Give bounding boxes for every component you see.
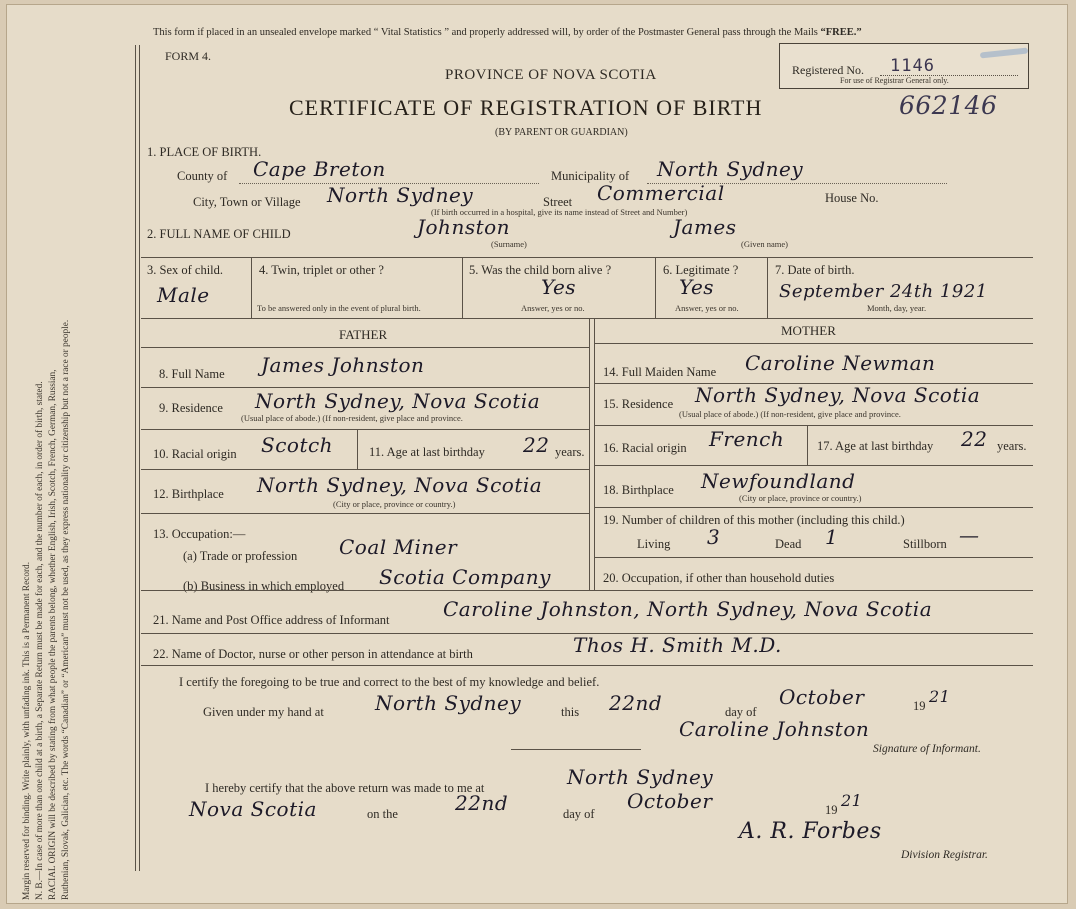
informant-value: Caroline Johnston, North Sydney, Nova Scotia	[443, 597, 933, 621]
certify-line: I certify the foregoing to be true and correct to the best of my knowledge and belief.	[179, 675, 600, 689]
form-number: FORM 4.	[165, 49, 212, 63]
registered-label: Registered No.	[792, 63, 864, 77]
city-value: North Sydney	[327, 183, 474, 207]
father-age-unit: years.	[555, 445, 585, 459]
mother-name-value: Caroline Newman	[745, 351, 936, 375]
father-age-value: 22	[523, 433, 550, 457]
hospital-note: (If birth occurred in a hospital, give its name instead of Street and Number)	[431, 207, 688, 217]
father-name-value: James Johnston	[261, 353, 425, 377]
mother-age-label: 17. Age at last birthday	[817, 439, 934, 453]
margin-note-line-4: Ruthenian, Slovak, Galician, etc. The words “Canadian” or “American” must not be used, as they express nationality or citizenship but not a race or people.	[61, 319, 71, 900]
mother-rule-4	[594, 507, 1033, 508]
certify-place-value: North Sydney	[375, 691, 522, 715]
mother-birthplace-value: Newfoundland	[701, 469, 856, 493]
mother-residence-value: North Sydney, Nova Scotia	[695, 383, 981, 407]
mother-residence-label: 15. Residence	[603, 397, 674, 411]
given-label: Given under my hand at	[203, 705, 324, 719]
registered-number: 1146	[890, 56, 935, 76]
father-rule-2	[141, 429, 589, 430]
father-business-label: (b) Business in which employed	[183, 579, 345, 593]
registrar-day-value: 22nd	[455, 791, 509, 815]
mother-row-divider	[807, 425, 808, 465]
province-heading: PROVINCE OF NOVA SCOTIA	[445, 67, 657, 83]
house-label: House No.	[825, 191, 879, 205]
row3-divider-4	[767, 257, 768, 318]
legitimate-value: Yes	[679, 275, 715, 299]
street-label: Street	[543, 195, 573, 209]
municipality-label: Municipality of	[551, 169, 630, 183]
father-name-label: 8. Full Name	[159, 367, 225, 381]
certify-this-label: this	[561, 705, 580, 719]
sex-value: Male	[157, 283, 210, 307]
child-given-value: James	[673, 215, 737, 239]
doctor-label: 22. Name of Doctor, nurse or other person in attendance at birth	[153, 647, 473, 661]
mail-notice: This form if placed in an unsealed envelope marked “ Vital Statistics ” and properly addressed will, by order of the Postmaster General pass through the Mails “FREE.”	[153, 27, 862, 38]
mother-occupation-label: 20. Occupation, if other than household duties	[603, 571, 835, 585]
municipality-value: North Sydney	[657, 157, 804, 181]
registrar-province-value: Nova Scotia	[189, 797, 317, 821]
mother-name-label: 14. Full Maiden Name	[603, 365, 717, 379]
mother-rule-5	[594, 557, 1033, 558]
separator-rule	[511, 749, 641, 750]
ink-mark	[980, 48, 1028, 59]
row3-divider-3	[655, 257, 656, 318]
father-residence-note: (Usual place of abode.) (If non-resident, give place and province.	[241, 413, 463, 423]
registrar-year-prefix: 19	[825, 803, 838, 817]
county-value: Cape Breton	[253, 157, 386, 181]
father-row-divider	[357, 429, 358, 469]
father-birthplace-value: North Sydney, Nova Scotia	[257, 473, 543, 497]
mother-racial-label: 16. Racial origin	[603, 441, 687, 455]
legitimate-note: Answer, yes or no.	[675, 303, 739, 313]
margin-notes	[21, 15, 73, 900]
doctor-bottom-rule	[141, 665, 1033, 666]
dead-value: 1	[825, 525, 839, 549]
row3-divider-1	[251, 257, 252, 318]
informant-signature: Caroline Johnston	[679, 717, 870, 741]
mother-rule-3	[594, 465, 1033, 466]
surname-note: (Surname)	[491, 239, 527, 249]
mother-residence-note: (Usual place of abode.) (If non-resident, give place and province.	[679, 409, 901, 419]
certify-year-value: 21	[929, 687, 951, 706]
alive-label: 5. Was the child born alive ?	[469, 263, 612, 277]
birth-certificate	[6, 4, 1068, 904]
stillborn-value: —	[959, 523, 980, 547]
given-note: (Given name)	[741, 239, 788, 249]
mother-age-unit: years.	[997, 439, 1027, 453]
parents-divider	[589, 318, 590, 590]
street-value: Commercial	[597, 181, 725, 205]
margin-note-line-1: Margin reserved for binding. Write plainly, with unfading ink. This is a Permanent Record.	[22, 561, 32, 900]
father-trade-label: (a) Trade or profession	[183, 549, 298, 563]
father-rule-3	[141, 469, 589, 470]
registrar-signature-caption: Division Registrar.	[901, 849, 988, 861]
child-surname-value: Johnston	[417, 215, 511, 239]
registered-box	[779, 43, 1029, 89]
place-of-birth-label: 1. PLACE OF BIRTH.	[147, 145, 262, 159]
city-label: City, Town or Village	[193, 195, 301, 209]
mother-racial-value: French	[709, 427, 785, 451]
registrar-line: I hereby certify that the above return was made to me at	[205, 781, 485, 795]
doctor-value: Thos H. Smith M.D.	[573, 633, 782, 657]
father-birthplace-label: 12. Birthplace	[153, 487, 224, 501]
living-value: 3	[707, 525, 721, 549]
margin-note-line-3: RACIAL ORIGIN will be described by stating from what people the parents belong, whether English, Irish, Scotch, French, German, Russian,	[48, 369, 58, 900]
sex-label: 3. Sex of child.	[147, 263, 224, 277]
margin-rule-inner	[139, 45, 140, 871]
legitimate-label: 6. Legitimate ?	[663, 263, 739, 277]
certify-day-of-label: day of	[725, 705, 757, 719]
margin-rule	[135, 45, 136, 871]
father-residence-label: 9. Residence	[159, 401, 223, 415]
father-heading: FATHER	[339, 327, 388, 342]
stillborn-label: Stillborn	[903, 537, 947, 551]
living-label: Living	[637, 537, 671, 551]
page-subtitle: (BY PARENT OR GUARDIAN)	[495, 127, 628, 138]
mother-heading: MOTHER	[781, 323, 836, 338]
margin-note-line-2: N. B.—In case of more than one child at a birth, a Separate Return must be made for each, and the number of each, in order of birth, stated.	[35, 381, 45, 900]
dead-label: Dead	[775, 537, 802, 551]
mother-age-value: 22	[961, 427, 988, 451]
father-trade-value: Coal Miner	[339, 535, 458, 559]
child-name-label: 2. FULL NAME OF CHILD	[147, 227, 291, 241]
twin-label: 4. Twin, triplet or other ?	[259, 263, 384, 277]
page-title: CERTIFICATE OF REGISTRATION OF BIRTH	[289, 95, 763, 120]
father-racial-label: 10. Racial origin	[153, 447, 237, 461]
father-business-value: Scotia Company	[379, 565, 551, 589]
father-heading-rule	[141, 347, 589, 348]
father-occupation-label: 13. Occupation:—	[153, 527, 246, 541]
parents-divider-inner	[594, 318, 595, 590]
alive-note: Answer, yes or no.	[521, 303, 585, 313]
mother-birthplace-label: 18. Birthplace	[603, 483, 674, 497]
registrar-place-value: North Sydney	[567, 765, 714, 789]
registrar-day-of-label: day of	[563, 807, 595, 821]
registrar-month-value: October	[627, 789, 713, 813]
mother-children-label: 19. Number of children of this mother (including this child.)	[603, 513, 905, 527]
registrar-year-value: 21	[841, 791, 863, 810]
father-birthplace-note: (City or place, province or country.)	[333, 499, 456, 509]
twin-note: To be answered only in the event of plural birth.	[257, 303, 421, 313]
father-racial-value: Scotch	[261, 433, 334, 457]
mother-heading-rule	[594, 343, 1033, 344]
mother-rule-2	[594, 425, 1033, 426]
informant-label: 21. Name and Post Office address of Informant	[153, 613, 390, 627]
certify-day-value: 22nd	[609, 691, 663, 715]
father-age-label: 11. Age at last birthday	[369, 445, 485, 459]
mother-birthplace-note: (City or place, province or country.)	[739, 493, 862, 503]
date-value: September 24th 1921	[779, 281, 988, 302]
certify-year-prefix: 19	[913, 699, 926, 713]
informant-top-rule	[141, 590, 1033, 591]
certify-month-value: October	[779, 685, 865, 709]
county-label: County of	[177, 169, 228, 183]
father-rule-1	[141, 387, 589, 388]
alive-value: Yes	[541, 275, 577, 299]
row3-divider-2	[462, 257, 463, 318]
registered-note: For use of Registrar General only.	[840, 76, 949, 85]
row3-bottom-rule	[141, 318, 1033, 319]
date-label: 7. Date of birth.	[775, 263, 855, 277]
registrar-signature: A. R. Forbes	[739, 819, 882, 844]
father-residence-value: North Sydney, Nova Scotia	[255, 389, 541, 413]
certificate-number: 662146	[899, 91, 998, 120]
informant-signature-caption: Signature of Informant.	[873, 743, 981, 755]
date-note: Month, day, year.	[867, 303, 927, 313]
row3-top-rule	[141, 257, 1033, 258]
father-rule-4	[141, 513, 589, 514]
registrar-on-the-label: on the	[367, 807, 398, 821]
